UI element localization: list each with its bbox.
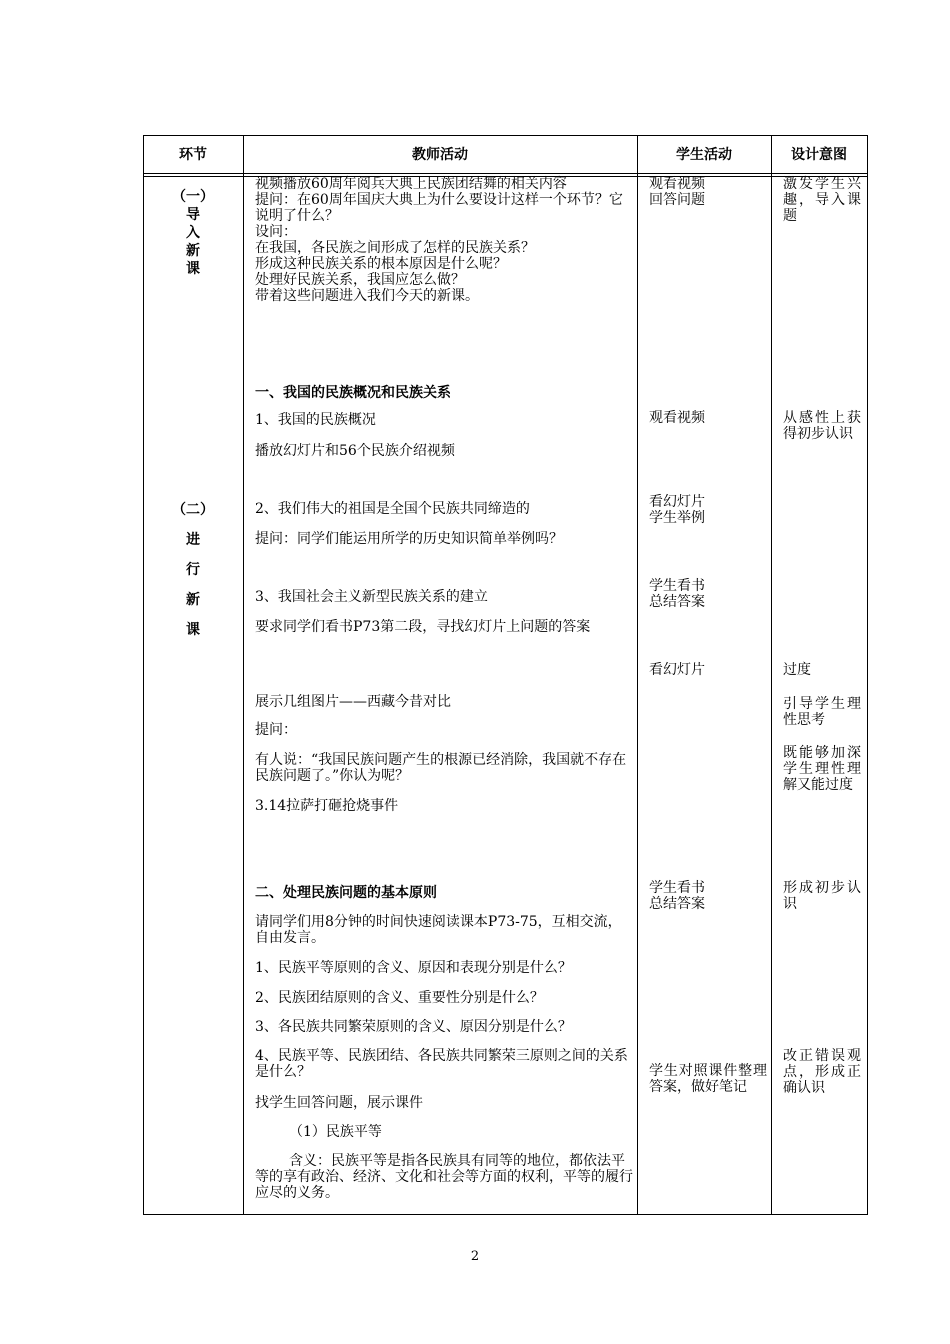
table-border-right	[867, 135, 868, 1215]
design-intent: 引导学生理性思考	[783, 696, 861, 728]
header-design-intent: 设计意图	[791, 147, 847, 163]
section-label-line: （二）	[172, 502, 214, 518]
teacher-text: 视频播放60周年阅兵大典上民族团结舞的相关内容	[255, 176, 567, 192]
student-activity: 学生对照课件整理答案，做好笔记	[649, 1063, 767, 1095]
header-student-activity: 学生活动	[676, 147, 732, 163]
teacher-question: 1、民族平等原则的含义、原因和表现分别是什么？	[255, 960, 572, 976]
col-divider-1	[243, 135, 244, 1215]
teacher-text: 形成这种民族关系的根本原因是什么呢？	[255, 256, 507, 272]
section-label-line: 行	[186, 562, 200, 578]
heading-basic-principles: 二、处理民族问题的基本原则	[255, 885, 437, 901]
design-intent: 改正错误观点，形成正确认识	[783, 1048, 861, 1096]
header-teacher-activity: 教师活动	[412, 147, 468, 163]
teacher-text: 展示几组图片——西藏今昔对比	[255, 694, 451, 710]
table-border-bottom	[143, 1214, 868, 1215]
section-label-line: 课	[186, 622, 200, 638]
teacher-text: 要求同学们看书P73第二段，寻找幻灯片上问题的答案	[255, 619, 591, 635]
student-activity: 学生看书 总结答案	[649, 578, 705, 610]
teacher-text: 提问：在60周年国庆大典上为什么要设计这样一个环节？它说明了什么？	[255, 192, 623, 224]
section-label-line: 课	[186, 261, 200, 277]
design-intent: 既能够加深学生理性理解又能过度	[783, 745, 861, 793]
student-activity: 看幻灯片 学生举例	[649, 494, 705, 526]
teacher-intro-block	[255, 176, 633, 304]
teacher-text: 找学生回答问题，展示课件	[255, 1095, 423, 1111]
page-number: 2	[470, 1249, 480, 1264]
student-activity: 观看视频 回答问题	[649, 176, 705, 208]
section-label-line: 进	[186, 532, 200, 548]
design-intent: 过度	[783, 662, 811, 678]
teacher-text: 在我国，各民族之间形成了怎样的民族关系？	[255, 240, 535, 256]
design-intent: 激发学生兴趣，导入课题	[783, 176, 861, 224]
teacher-text: 有人说：“我国民族问题产生的根源已经消除，我国就不存在民族问题了。”你认为呢？	[255, 752, 627, 784]
section-label-line: 入	[186, 225, 200, 241]
heading-ethnic-overview: 一、我国的民族概况和民族关系	[255, 385, 451, 401]
design-intent: 形成初步认识	[783, 880, 861, 912]
student-activity: 看幻灯片	[649, 662, 705, 678]
header-stage: 环节	[179, 147, 207, 163]
teacher-text: 播放幻灯片和56个民族介绍视频	[255, 443, 455, 459]
col-divider-2	[637, 135, 638, 1215]
table-border-left	[143, 135, 144, 1215]
teacher-text: 3.14拉萨打砸抢烧事件	[255, 798, 399, 814]
teacher-text: 提问：同学们能运用所学的历史知识简单举例吗？	[255, 531, 563, 547]
teacher-question: 3、各民族共同繁荣原则的含义、原因分别是什么？	[255, 1019, 572, 1035]
student-activity: 学生看书 总结答案	[649, 880, 705, 912]
section-label-new-lesson	[143, 495, 243, 645]
col-divider-3	[771, 135, 772, 1215]
section-label-line: 导	[186, 207, 200, 223]
teacher-question: 4、民族平等、民族团结、各民族共同繁荣三原则之间的关系是什么？	[255, 1048, 628, 1080]
section-label-intro	[143, 188, 243, 278]
teacher-text: 3、我国社会主义新型民族关系的建立	[255, 589, 488, 605]
section-label-line: 新	[186, 243, 200, 259]
teacher-text: 提问：	[255, 722, 297, 738]
design-intent: 从感性上获得初步认识	[783, 410, 861, 442]
teacher-text: 带着这些问题进入我们今天的新课。	[255, 288, 479, 304]
student-activity: 观看视频	[649, 410, 705, 426]
teacher-text: 1、我国的民族概况	[255, 412, 376, 428]
teacher-text: 设问：	[255, 224, 297, 240]
teacher-question: 2、民族团结原则的含义、重要性分别是什么？	[255, 990, 544, 1006]
teacher-text: 处理好民族关系，我国应怎么做？	[255, 272, 465, 288]
teacher-text: 请同学们用8分钟的时间快速阅读课本P73-75，互相交流，自由发言。	[255, 914, 622, 946]
teacher-text: 含义：民族平等是指各民族具有同等的地位，都依法平等的享有政治、经济、文化和社会等方面的权利，平等的履行应尽的义务。	[255, 1153, 633, 1201]
teacher-text: 2、我们伟大的祖国是全国个民族共同缔造的	[255, 501, 530, 517]
section-label-line: （一）	[172, 189, 214, 205]
teacher-subheading: （1）民族平等	[289, 1124, 382, 1140]
header-divider	[143, 173, 868, 174]
section-label-line: 新	[186, 592, 200, 608]
